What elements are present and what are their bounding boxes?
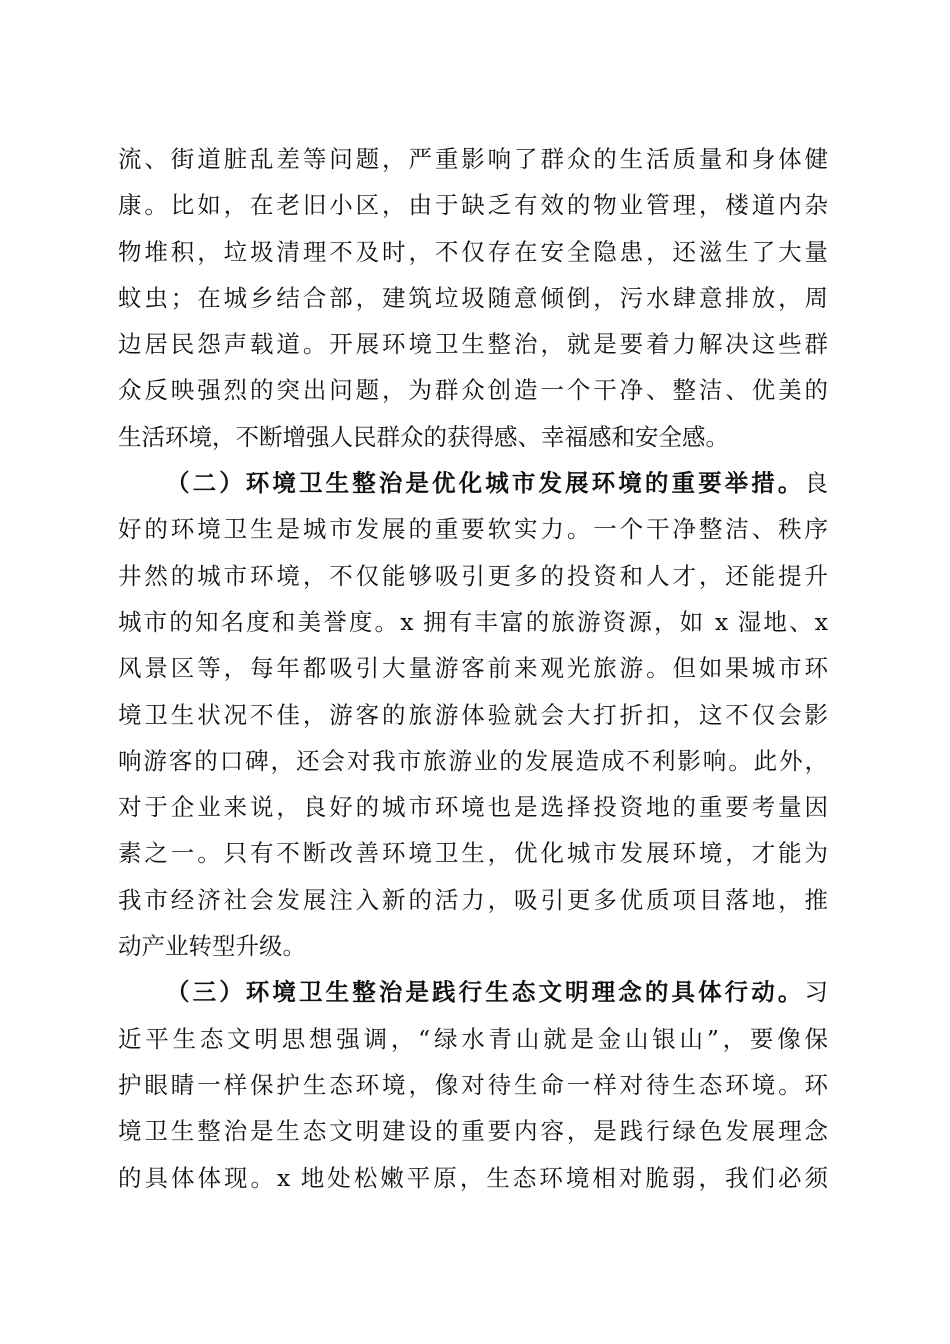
text-line: 康。比如，在老旧小区，由于缺乏有效的物业管理，楼道内杂: [118, 191, 828, 220]
text-line: 城市的知名度和美誉度。x 拥有丰富的旅游资源，如 x 湿地、x: [118, 607, 828, 636]
text-line: 素之一。只有不断改善环境卫生，优化城市发展环境，才能为: [118, 839, 828, 868]
text-line: 物堆积，垃圾清理不及时，不仅存在安全隐患，还滋生了大量: [118, 237, 828, 266]
text-line: 响游客的口碑，还会对我市旅游业的发展造成不利影响。此外，: [118, 746, 828, 775]
text-line: 护眼睛一样保护生态环境，像对待生命一样对待生态环境。环: [118, 1070, 828, 1099]
text-line: 井然的城市环境，不仅能够吸引更多的投资和人才，还能提升: [118, 561, 828, 590]
text-line: 风景区等，每年都吸引大量游客前来观光旅游。但如果城市环: [118, 654, 828, 683]
text-line: 境卫生整治是生态文明建设的重要内容，是践行绿色发展理念: [118, 1117, 828, 1146]
text-line: 动产业转型升级。: [118, 932, 306, 961]
text-run: 良: [804, 469, 828, 498]
text-line: 蚊虫；在城乡结合部，建筑垃圾随意倾倒，污水肆意排放，周: [118, 283, 828, 312]
text-line: 众反映强烈的突出问题，为群众创造一个干净、整洁、优美的: [118, 376, 828, 405]
section-heading-line: [118, 969, 828, 1015]
text-line: 边居民怨声载道。开展环境卫生整治，就是要着力解决这些群: [118, 330, 828, 359]
text-run: 习: [804, 978, 828, 1007]
section-heading: （三）环境卫生整治是践行生态文明理念的具体行动。: [166, 978, 805, 1007]
text-line: 好的环境卫生是城市发展的重要软实力。一个干净整洁、秩序: [118, 515, 828, 544]
text-line: 对于企业来说，良好的城市环境也是选择投资地的重要考量因: [118, 793, 828, 822]
section-heading-line: [118, 460, 828, 506]
text-line: 近平生态文明思想强调，“绿水青山就是金山银山”，要像保: [118, 1024, 828, 1053]
body-text: [118, 136, 828, 1201]
text-line: 的具体体现。x 地处松嫩平原，生态环境相对脆弱，我们必须: [118, 1163, 828, 1192]
text-line: 我市经济社会发展注入新的活力，吸引更多优质项目落地，推: [118, 885, 828, 914]
text-line: 境卫生状况不佳，游客的旅游体验就会大打折扣，这不仅会影: [118, 700, 828, 729]
text-line: 流、街道脏乱差等问题，严重影响了群众的生活质量和身体健: [118, 145, 828, 173]
section-heading: （二）环境卫生整治是优化城市发展环境的重要举措。: [166, 469, 805, 498]
text-line: 生活环境，不断增强人民群众的获得感、幸福感和安全感。: [118, 422, 729, 451]
